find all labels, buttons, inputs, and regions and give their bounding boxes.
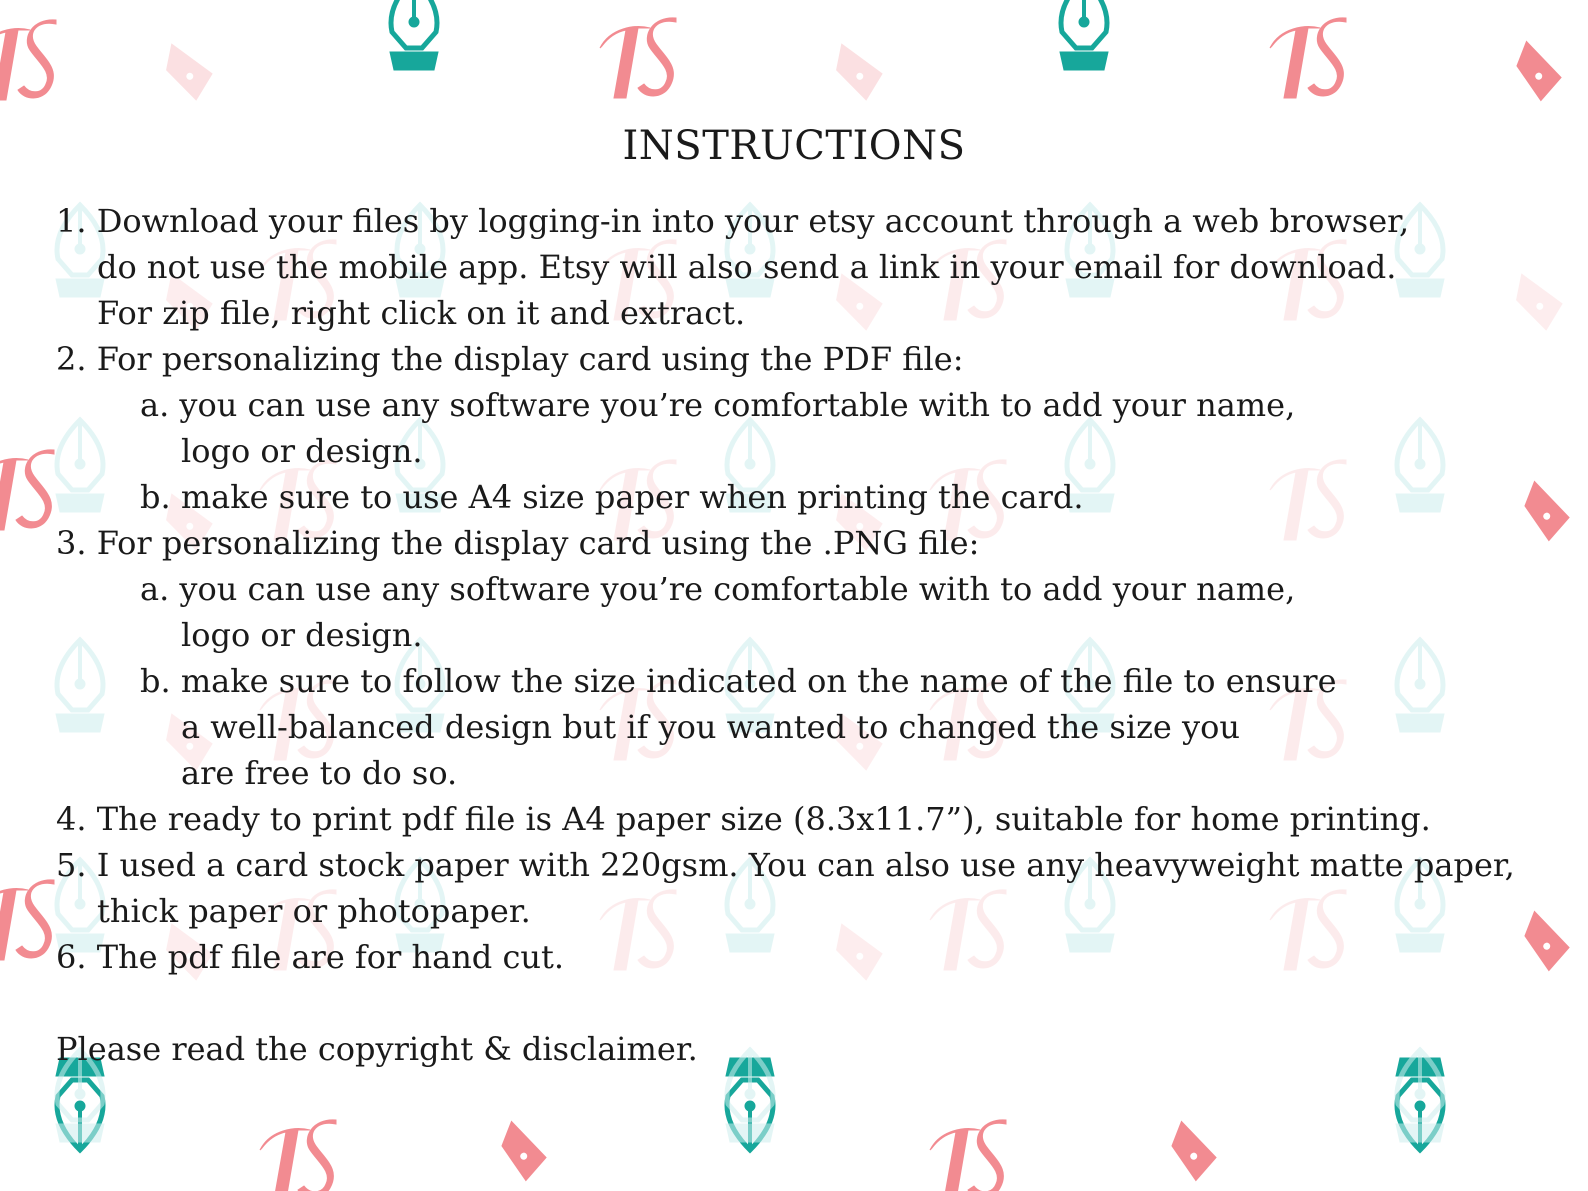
item-text: For personalizing the display card using the PDF file: bbox=[96, 340, 964, 378]
item-text: I used a card stock paper with 220gsm. You can also use any heavyweight matte paper, bbox=[96, 846, 1515, 884]
list-item-1 bbox=[56, 198, 1409, 244]
sub-item-letter: b. bbox=[140, 478, 171, 516]
sub-item-letter: a. bbox=[140, 386, 170, 424]
sub-item-letter: a. bbox=[140, 570, 170, 608]
sub-item-text: make sure to follow the size indicated on the name of the file to ensure bbox=[180, 662, 1337, 700]
item-number: 1. bbox=[56, 202, 87, 240]
sub-item-text-continued: are free to do so. bbox=[181, 754, 458, 792]
item-text: The ready to print pdf file is A4 paper size (8.3x11.7”), suitable for home printing. bbox=[96, 800, 1431, 838]
sub-item-3a bbox=[140, 566, 1295, 612]
sub-item-text: you can use any software you’re comfortable with to add your name, bbox=[179, 386, 1296, 424]
page-title: INSTRUCTIONS bbox=[622, 123, 966, 169]
item-text-continued: thick paper or photopaper. bbox=[97, 892, 531, 930]
sub-item-2b bbox=[140, 474, 1084, 520]
list-item-3 bbox=[56, 520, 979, 566]
item-number: 6. bbox=[56, 938, 87, 976]
item-text: The pdf file are for hand cut. bbox=[96, 938, 565, 976]
list-item-2 bbox=[56, 336, 964, 382]
item-text: For personalizing the display card using the .PNG file: bbox=[96, 524, 980, 562]
list-item-5 bbox=[56, 842, 1515, 888]
item-text-continued: do not use the mobile app. Etsy will also send a link in your email for download. bbox=[97, 248, 1397, 286]
sub-item-letter: b. bbox=[140, 662, 171, 700]
sub-item-text-continued: a well-balanced design but if you wanted to changed the size you bbox=[181, 708, 1240, 746]
sub-item-text-continued: logo or design. bbox=[181, 616, 423, 654]
item-number: 5. bbox=[56, 846, 87, 884]
sub-item-3b bbox=[140, 658, 1337, 704]
list-item-4 bbox=[56, 796, 1431, 842]
sub-item-text: make sure to use A4 size paper when printing the card. bbox=[180, 478, 1084, 516]
copyright-note: Please read the copyright & disclaimer. bbox=[56, 1030, 698, 1068]
sub-item-text-continued: logo or design. bbox=[181, 432, 423, 470]
sub-item-text: you can use any software you’re comfortable with to add your name, bbox=[179, 570, 1296, 608]
item-number: 2. bbox=[56, 340, 87, 378]
item-number: 3. bbox=[56, 524, 87, 562]
sub-item-2a bbox=[140, 382, 1295, 428]
list-item-6 bbox=[56, 934, 564, 980]
item-number: 4. bbox=[56, 800, 87, 838]
item-text-continued: For zip file, right click on it and extract. bbox=[97, 294, 746, 332]
item-text: Download your files by logging-in into your etsy account through a web browser, bbox=[96, 202, 1410, 240]
